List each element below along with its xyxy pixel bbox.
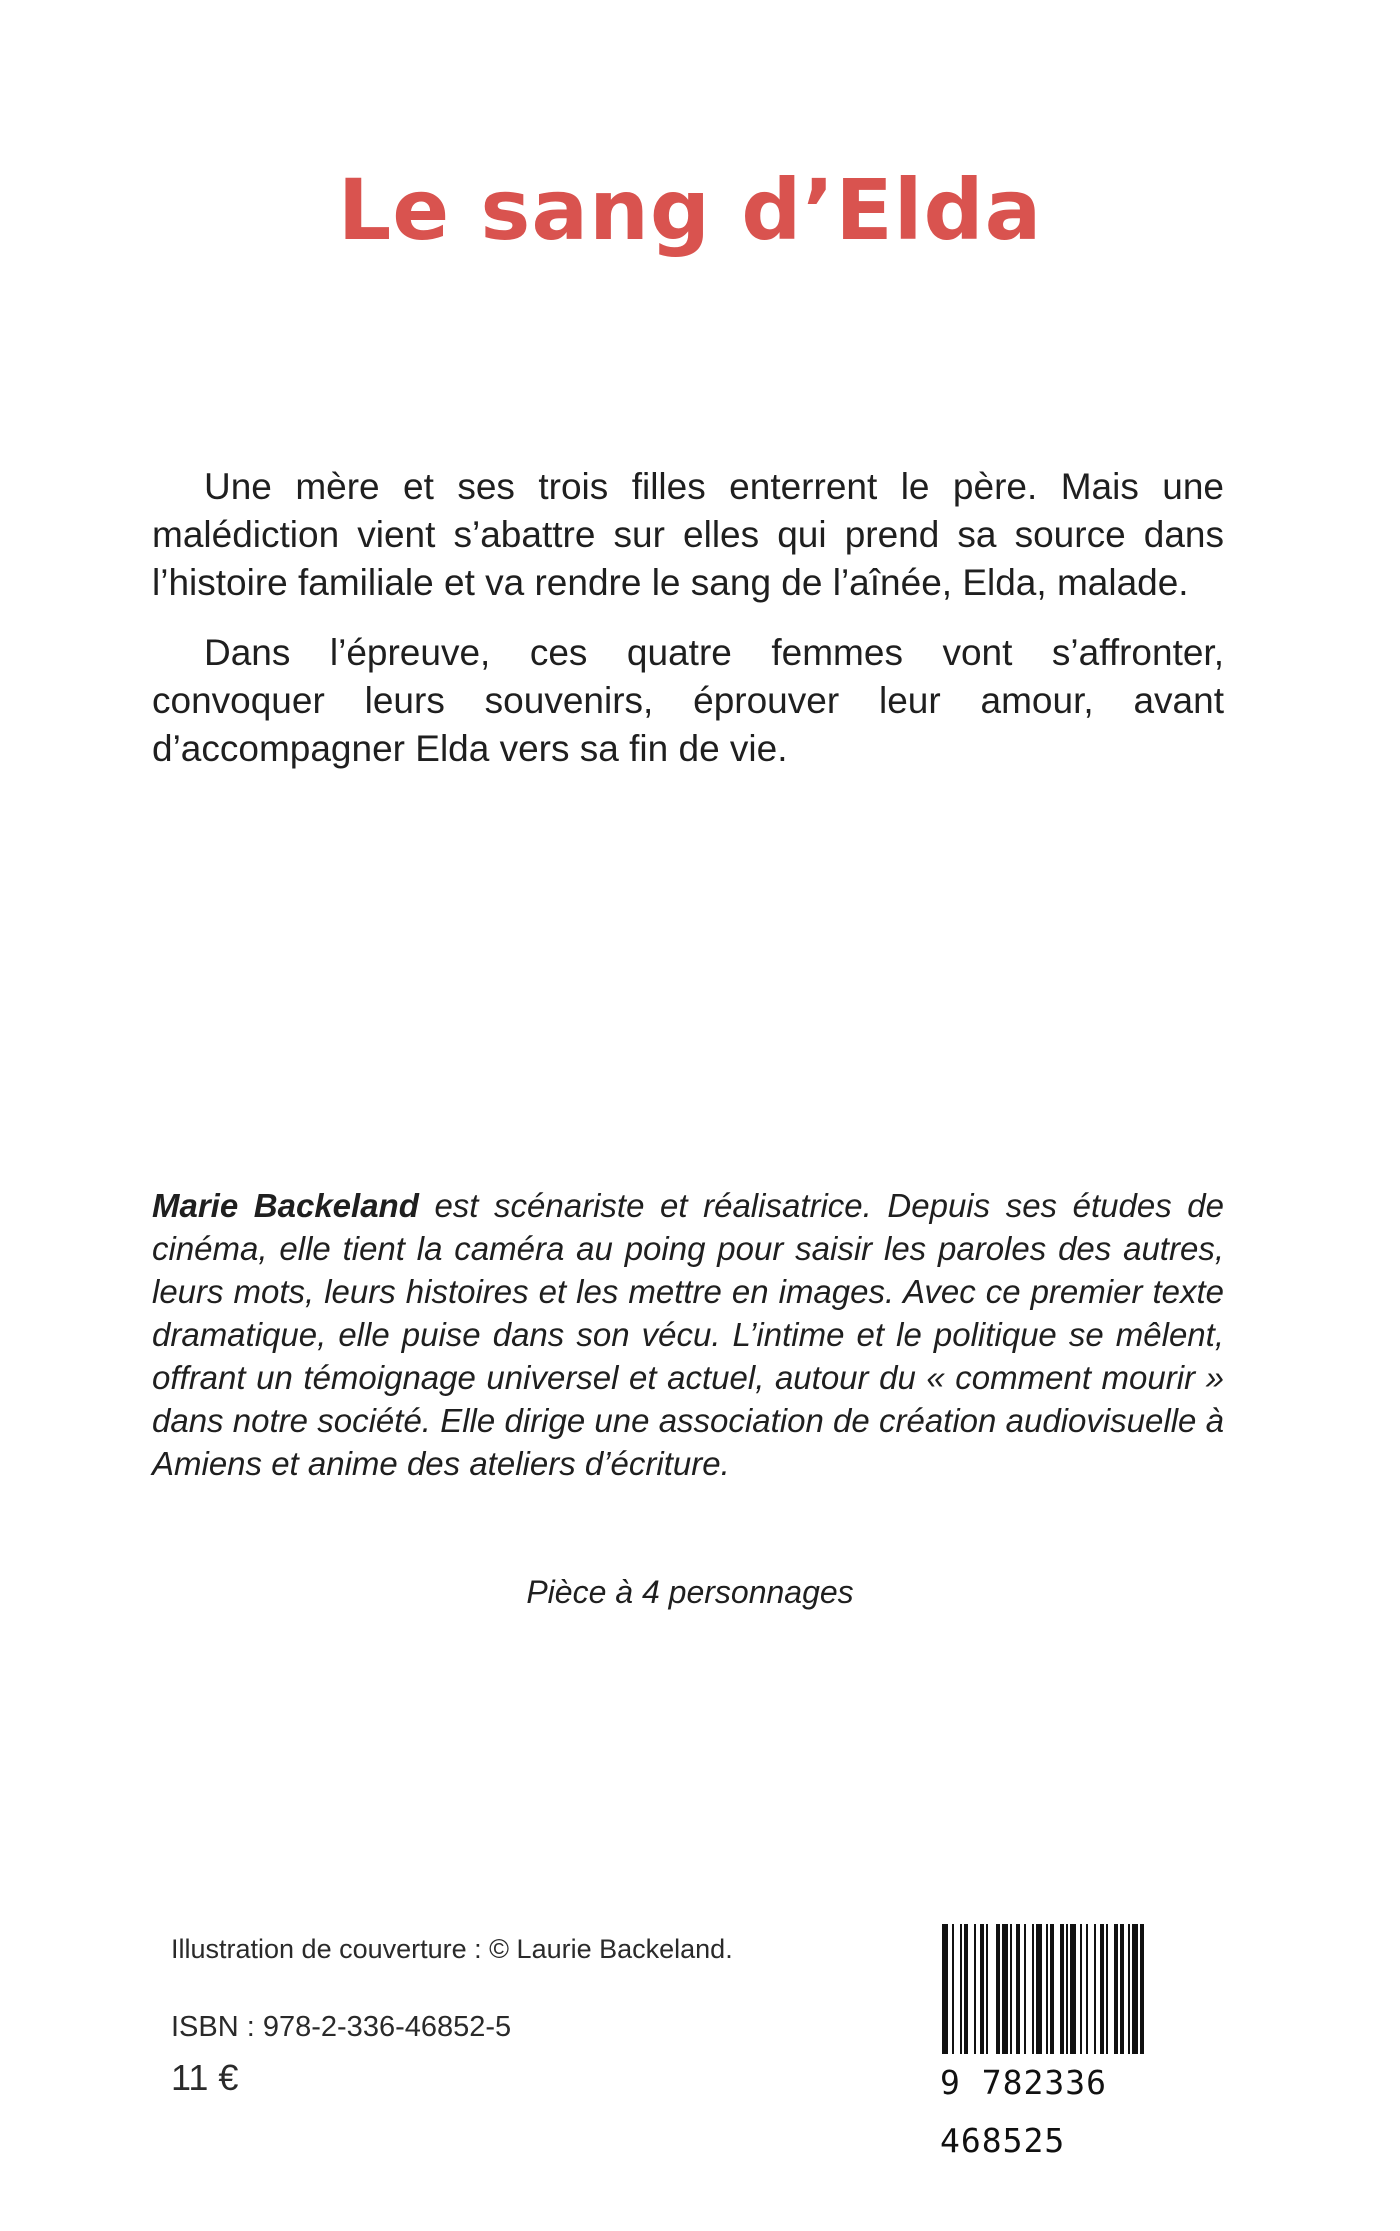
cast-note: Pièce à 4 personnages [526,1574,854,1610]
author-bio [152,1184,1224,1485]
isbn: ISBN : 978-2-336-46852-5 [171,2011,512,2043]
author-name: Marie Backeland [152,1187,419,1224]
synopsis-paragraph: Une mère et ses trois filles enterrent le père. Mais une malédiction vient s’abattre sur elles qui prend sa source dans l’histoire familiale et va rendre le sang de l’aînée, Elda, malade. [152,466,1224,603]
book-title: Le sang d’Elda [337,161,1043,259]
cover-credits: Illustration de couverture : © Laurie Backeland. [171,1934,733,1964]
price: 11 € [171,2057,239,2098]
author-bio-text: est scénariste et réalisatrice. Depuis ses études de cinéma, elle tient la caméra au poing pour saisir les paroles des autres, leurs mots, leurs histoires et les mettre en images. Avec ce premier texte dramatique, elle puise dans son vécu. L’intime et le politique se mêlent, offrant un témoignage universel et actuel, autour du « comment mourir » dans notre société. Elle dirige une association de création audiovisuelle à Amiens et anime des ateliers d’écriture. [152,1187,1224,1482]
synopsis-paragraph: Dans l’épreuve, ces quatre femmes vont s’affronter, convoquer leurs souvenirs, éprouver leur amour, avant d’accompagner Elda vers sa fin de vie. [152,632,1224,769]
barcode-digits: 9 782336 468525 [936,2054,1224,2112]
barcode [936,1924,1224,2160]
synopsis [152,463,1224,795]
